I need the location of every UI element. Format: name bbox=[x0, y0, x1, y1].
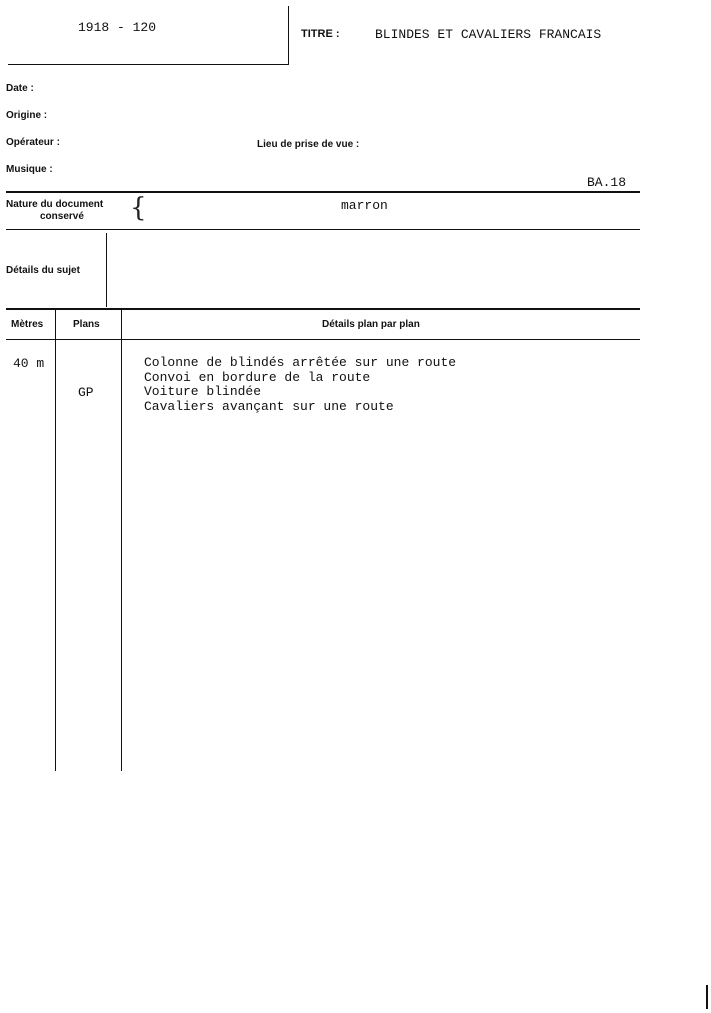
column-divider-2 bbox=[121, 310, 122, 771]
titre-value: BLINDES ET CAVALIERS FRANCAIS bbox=[375, 27, 602, 42]
shot-line-3: Voiture blindée bbox=[144, 384, 262, 399]
details-sujet-bracket bbox=[106, 233, 107, 307]
column-details: Détails plan par plan bbox=[322, 319, 420, 330]
shot-line-2: Convoi en bordure de la route bbox=[144, 369, 371, 385]
nature-brace-icon: { bbox=[130, 193, 147, 223]
column-metres: Mètres bbox=[11, 319, 44, 330]
origine-label: Origine : bbox=[6, 110, 48, 121]
nature-value: marron bbox=[341, 198, 388, 213]
header-box-bottom bbox=[8, 64, 289, 65]
lieu-label: Lieu de prise de vue : bbox=[257, 139, 360, 150]
column-plans: Plans bbox=[73, 319, 100, 330]
plans-value: GP bbox=[78, 385, 94, 400]
musique-label: Musique : bbox=[6, 164, 53, 175]
nature-label-line1: Nature du document bbox=[6, 199, 104, 210]
reference-number: 1918 - 120 bbox=[78, 20, 157, 35]
shot-line-1: Colonne de blindés arrêtée sur une route bbox=[144, 355, 457, 370]
operateur-label: Opérateur : bbox=[6, 137, 60, 148]
titre-label: TITRE : bbox=[301, 28, 340, 40]
page-edge-mark bbox=[706, 985, 708, 1009]
shot-line-4: Cavaliers avançant sur une route bbox=[144, 398, 394, 414]
catalog-code: BA.18 bbox=[587, 175, 627, 190]
nature-top-rule bbox=[6, 191, 640, 193]
column-divider-1 bbox=[55, 310, 56, 771]
table-top-rule bbox=[6, 308, 640, 310]
header-box-right bbox=[288, 6, 289, 65]
details-sujet-label: Détails du sujet bbox=[6, 265, 80, 276]
table-header-rule bbox=[6, 339, 640, 340]
nature-label-line2: conservé bbox=[40, 211, 84, 222]
metres-value: 40 m bbox=[13, 356, 45, 371]
date-label: Date : bbox=[6, 83, 34, 94]
nature-bottom-rule bbox=[6, 229, 640, 230]
